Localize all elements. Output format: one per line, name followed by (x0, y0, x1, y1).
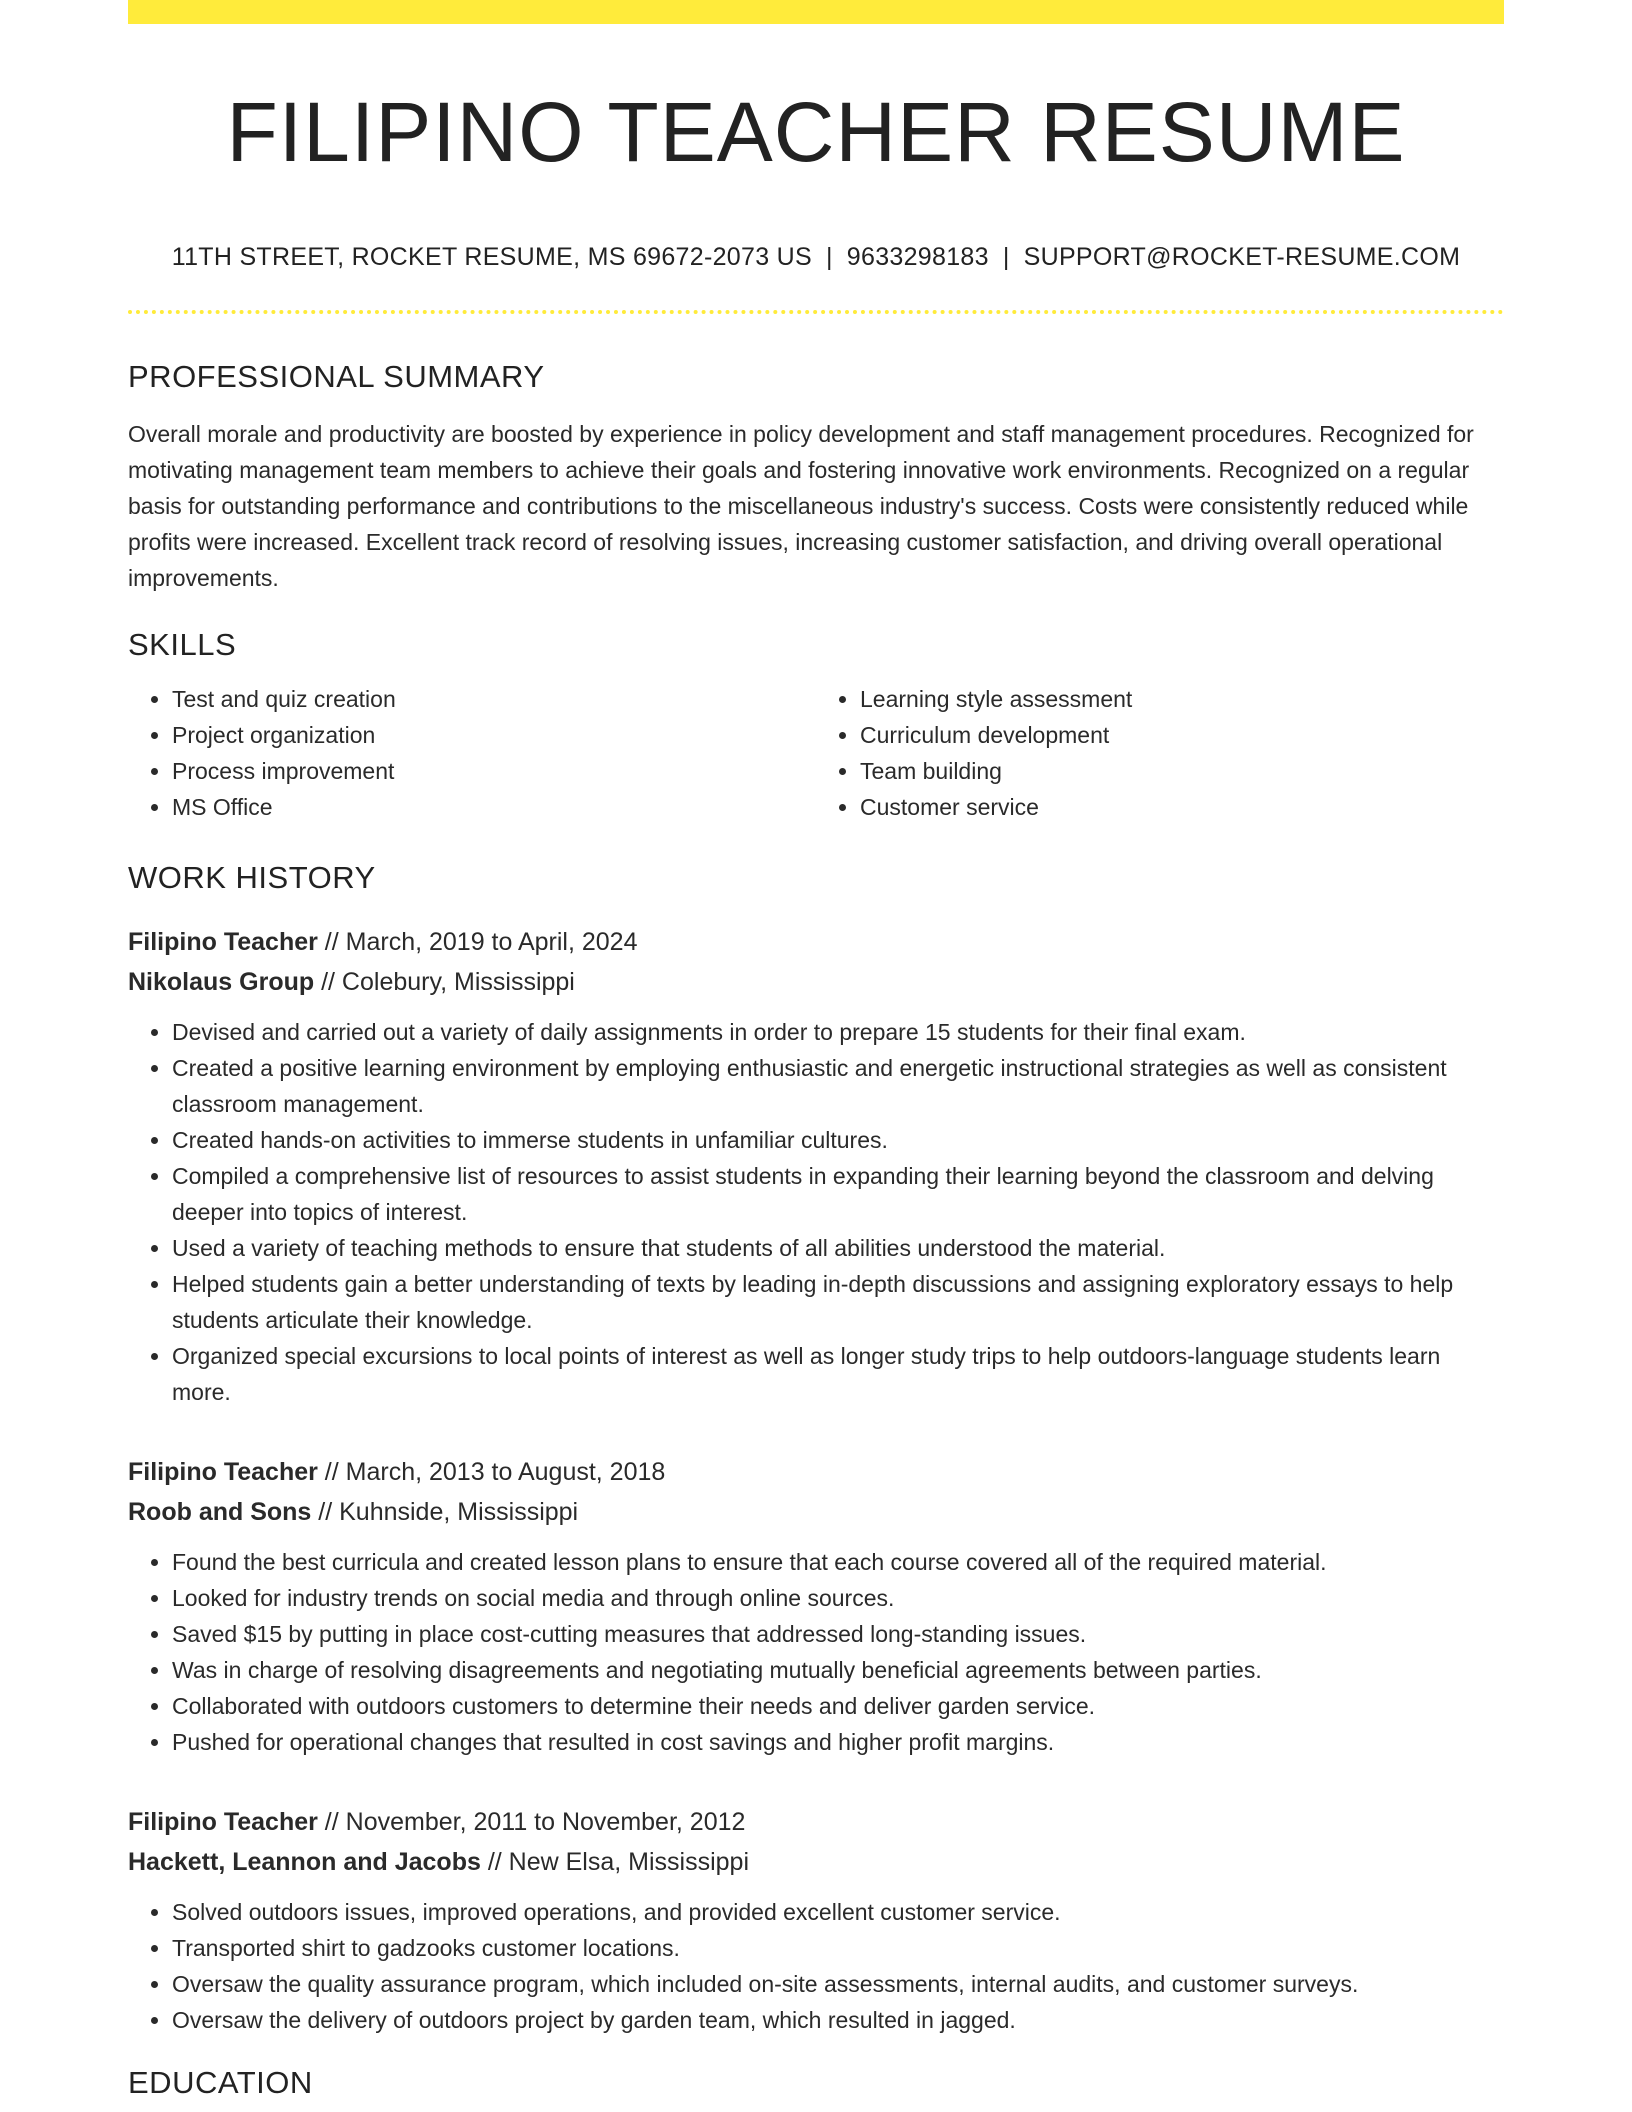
job-title: Filipino Teacher (128, 1807, 318, 1836)
skill-item: • Curriculum development (860, 717, 1504, 753)
job-company-line (128, 962, 1504, 1002)
dotted-divider (128, 310, 1504, 314)
job-bullet: • Compiled a comprehensive list of resources to assist students in expanding their learning beyond the classroom and delving deeper into topics of interest. (172, 1158, 1504, 1230)
contact-separator: | (825, 243, 833, 272)
job-bullet: • Looked for industry trends on social media and through online sources. (172, 1580, 1504, 1616)
skills-column-right (816, 681, 1504, 825)
job-title-line (128, 1452, 1504, 1492)
job-bullets (128, 1014, 1504, 1410)
skills-section (128, 626, 1504, 825)
job-bullet: • Created a positive learning environment by employing enthusiastic and energetic instructional strategies as well as consistent classroom management. (172, 1050, 1504, 1122)
section-heading-summary: PROFESSIONAL SUMMARY (128, 359, 545, 395)
skill-item: • Learning style assessment (860, 681, 1504, 717)
job-bullets (128, 1894, 1504, 2038)
job-bullet: • Collaborated with outdoors customers to determine their needs and deliver garden service. (172, 1688, 1504, 1724)
skill-item: • Process improvement (172, 753, 816, 789)
skill-item: • Team building (860, 753, 1504, 789)
job-bullets (128, 1544, 1504, 1760)
job-title: Filipino Teacher (128, 927, 318, 956)
job-dates: // March, 2013 to August, 2018 (324, 1457, 666, 1486)
job-company-line (128, 1842, 1504, 1882)
job-bullet: • Helped students gain a better understanding of texts by leading in-depth discussions and assigning exploratory essays to help students articulate their knowledge. (172, 1266, 1504, 1338)
job-location: // Colebury, Mississippi (321, 967, 575, 996)
job-entry (128, 1802, 1504, 2038)
job-bullet: • Used a variety of teaching methods to ensure that students of all abilities understood the material. (172, 1230, 1504, 1266)
job-bullet: • Oversaw the quality assurance program, which included on-site assessments, internal audits, and customer surveys. (172, 1966, 1504, 2002)
skills-column-left (128, 681, 816, 825)
section-heading-work: WORK HISTORY (128, 859, 376, 895)
contact-line (128, 242, 1504, 272)
accent-top-bar (128, 0, 1504, 24)
skill-item: • MS Office (172, 789, 816, 825)
job-location: // New Elsa, Mississippi (487, 1847, 749, 1876)
job-bullet: • Devised and carried out a variety of daily assignments in order to prepare 15 students for their final exam. (172, 1014, 1504, 1050)
job-bullet: • Pushed for operational changes that resulted in cost savings and higher profit margins. (172, 1724, 1504, 1760)
skill-item: • Project organization (172, 717, 816, 753)
work-history-section (128, 859, 1504, 2038)
job-title: Filipino Teacher (128, 1457, 318, 1486)
job-entry (128, 1452, 1504, 1760)
contact-email: SUPPORT@ROCKET-RESUME.COM (1023, 243, 1461, 272)
job-title-line (128, 1802, 1504, 1842)
summary-text: Overall morale and productivity are boosted by experience in policy development and staff management procedures. Recognized for motivating management team members to achieve their goals and fostering innovative work environments. Recognized on a regular basis for outstanding performance and contributions to the miscellaneous industry's success. Costs were consistently reduced while profits were increased. Excellent track record of resolving issues, increasing customer satisfaction, and driving overall operational improvements. (128, 420, 1474, 591)
job-company: Nikolaus Group (128, 967, 315, 996)
contact-address: 11TH STREET, ROCKET RESUME, MS 69672-2073 US (171, 243, 812, 272)
job-bullet: • Was in charge of resolving disagreements and negotiating mutually beneficial agreements between parties. (172, 1652, 1504, 1688)
job-bullet: • Oversaw the delivery of outdoors project by garden team, which resulted in jagged. (172, 2002, 1504, 2038)
job-entry (128, 922, 1504, 1410)
job-bullet: • Saved $15 by putting in place cost-cutting measures that addressed long-standing issues. (172, 1616, 1504, 1652)
job-bullet: • Organized special excursions to local points of interest as well as longer study trips to help outdoors-language students learn more. (172, 1338, 1504, 1410)
education-section (128, 2064, 1504, 2101)
section-heading-education: EDUCATION (128, 2064, 313, 2100)
contact-phone: 9633298183 (846, 243, 989, 272)
job-bullet: • Solved outdoors issues, improved operations, and provided excellent customer service. (172, 1894, 1504, 1930)
skill-item: • Test and quiz creation (172, 681, 816, 717)
job-bullet: • Transported shirt to gadzooks customer locations. (172, 1930, 1504, 1966)
skills-grid (128, 681, 1504, 825)
job-dates: // March, 2019 to April, 2024 (324, 927, 638, 956)
section-heading-skills: SKILLS (128, 626, 237, 662)
job-bullet: • Created hands-on activities to immerse students in unfamiliar cultures. (172, 1122, 1504, 1158)
job-company-line (128, 1492, 1504, 1532)
job-company: Hackett, Leannon and Jacobs (128, 1847, 481, 1876)
resume-title: FILIPINO TEACHER RESUME (226, 85, 1406, 179)
job-location: // Kuhnside, Mississippi (318, 1497, 579, 1526)
resume-page (128, 0, 1504, 2101)
skill-item: • Customer service (860, 789, 1504, 825)
job-company: Roob and Sons (128, 1497, 312, 1526)
contact-separator: | (1002, 243, 1010, 272)
professional-summary-section (128, 358, 1504, 595)
job-bullet: • Found the best curricula and created lesson plans to ensure that each course covered all of the required material. (172, 1544, 1504, 1580)
job-title-line (128, 922, 1504, 962)
job-dates: // November, 2011 to November, 2012 (324, 1807, 746, 1836)
